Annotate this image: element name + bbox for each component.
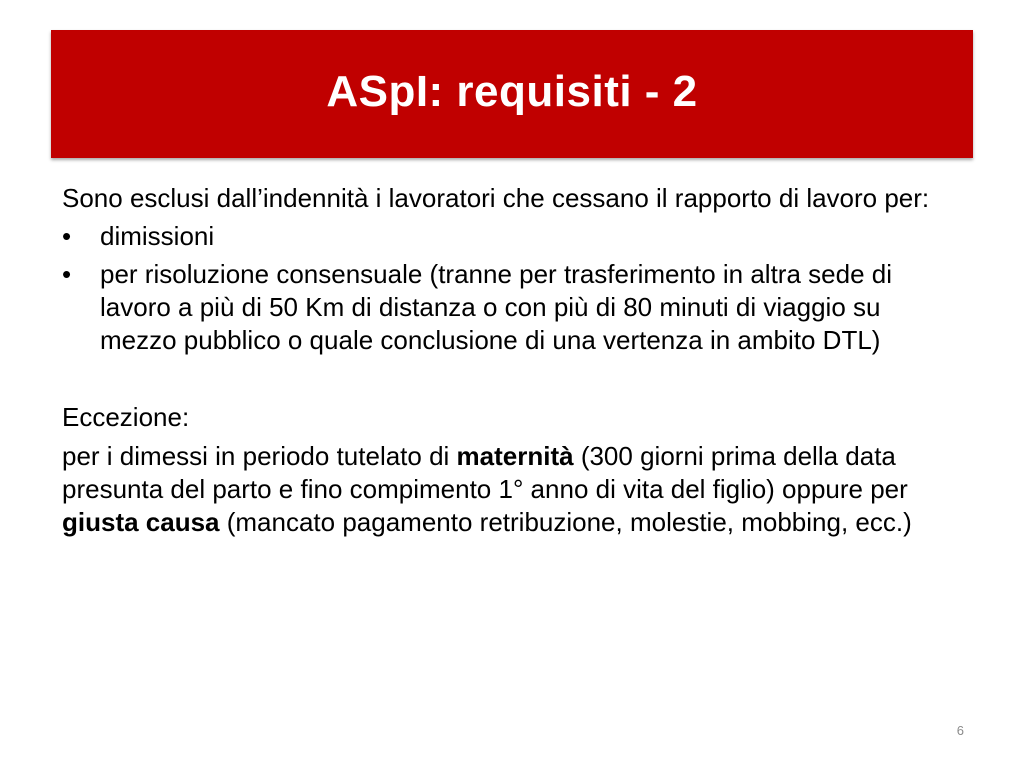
slide-number: 6 xyxy=(956,723,964,738)
exception-text-part: (mancato pagamento retribuzione, molestie, mobbing, ecc.) xyxy=(219,507,912,537)
slide-body xyxy=(62,182,962,539)
title-banner xyxy=(51,30,973,158)
exception-bold-maternita: maternità xyxy=(456,441,574,471)
exception-bold-giusta-causa: giusta causa xyxy=(62,507,220,537)
bullet-text: per risoluzione consensuale (tranne per trasferimento in altra sede di lavoro a più di 50 Km di distanza o con più di 80 minuti di viaggio su mezzo pubblico o quale conclusione di una vertenza in ambito DTL) xyxy=(100,259,892,355)
exception-text-part: per i dimessi in periodo tutelato di xyxy=(62,441,457,471)
bullet-item xyxy=(62,258,962,357)
bullet-list xyxy=(62,220,962,357)
bullet-item xyxy=(62,220,962,253)
intro-text: Sono esclusi dall’indennità i lavoratori che cessano il rapporto di lavoro per: xyxy=(62,183,930,213)
slide-title: ASpI: requisiti - 2 xyxy=(326,67,698,116)
bullet-icon: • xyxy=(62,259,72,289)
exception-label: Eccezione: xyxy=(62,402,190,432)
exception-text-part: (300 giorni prima della data presunta del parto e fino compimento 1° anno di vita del figlio) oppure per xyxy=(62,441,908,504)
bullet-text: dimissioni xyxy=(100,221,215,251)
exception-text xyxy=(62,440,962,539)
bullet-icon: • xyxy=(62,221,72,251)
spacer xyxy=(62,362,962,395)
